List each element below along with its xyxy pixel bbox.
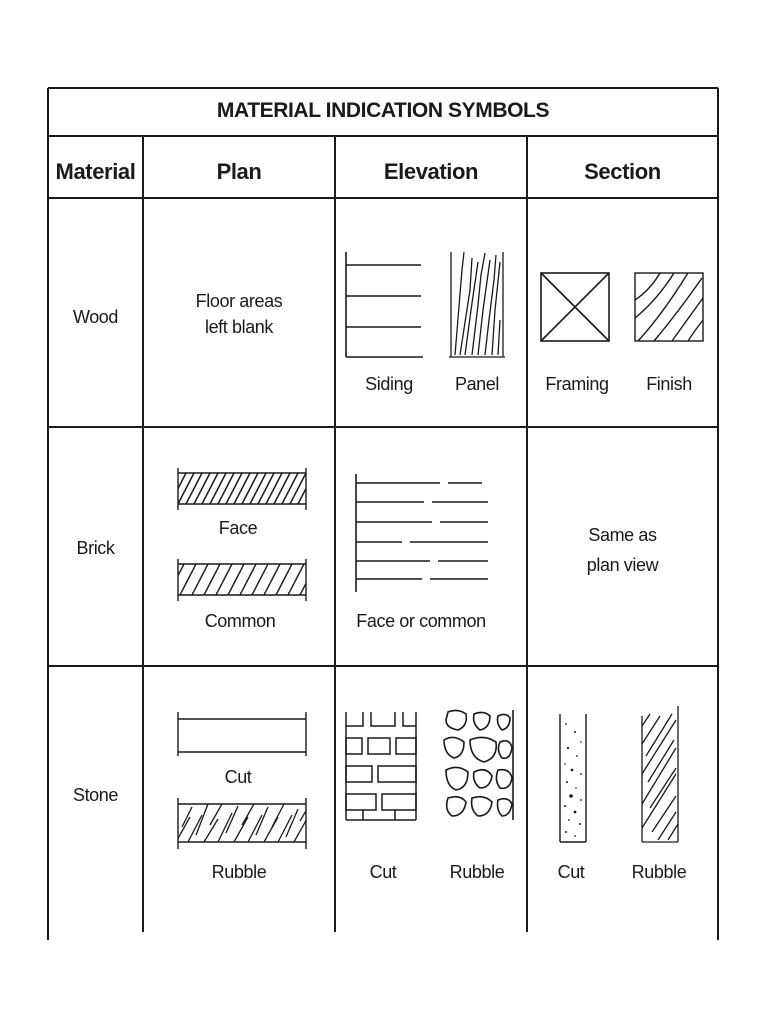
stone-elevation-rubble-label: Rubble	[449, 862, 505, 882]
brick-plan-face-label: Face	[218, 518, 258, 538]
wood-finish-symbol	[632, 270, 706, 344]
wood-plan-note-line2: left blank	[204, 317, 274, 337]
stone-section-cut-label: Cut	[557, 862, 585, 882]
header-elevation: Elevation	[383, 159, 479, 184]
wood-siding-symbol	[343, 250, 425, 360]
stone-cut-elevation-symbol	[343, 710, 419, 822]
wood-panel-symbol	[448, 250, 506, 360]
stone-cut-section-symbol	[557, 712, 591, 844]
brick-section-note-line2: plan view	[586, 555, 659, 575]
wood-elevation-siding-label: Siding	[365, 374, 413, 394]
stone-rubble-elevation-symbol	[440, 706, 516, 822]
stone-plan-rubble-label: Rubble	[211, 862, 267, 882]
wood-section-finish-label: Finish	[646, 374, 692, 394]
row-label-wood: Wood	[72, 307, 119, 327]
header-material: Material	[55, 159, 136, 184]
wood-section-framing-label: Framing	[545, 374, 609, 394]
row-label-brick: Brick	[76, 538, 115, 558]
stone-rubble-section-symbol	[638, 704, 686, 844]
stone-elevation-cut-label: Cut	[369, 862, 397, 882]
wood-elevation-panel-label: Panel	[454, 374, 500, 394]
table-title: MATERIAL INDICATION SYMBOLS	[216, 99, 550, 122]
brick-elevation-label: Face or common	[356, 611, 486, 631]
brick-face-plan-symbol	[174, 466, 310, 512]
wood-plan-note-line1: Floor areas	[195, 291, 283, 311]
header-plan: Plan	[216, 159, 262, 184]
brick-common-plan-symbol	[174, 557, 310, 603]
brick-section-note-line1: Same as	[588, 525, 657, 545]
stone-plan-cut-label: Cut	[224, 767, 252, 787]
stone-cut-plan-symbol	[174, 710, 310, 758]
stone-rubble-plan-symbol	[174, 797, 310, 851]
stone-section-rubble-label: Rubble	[631, 862, 687, 882]
wood-framing-symbol	[538, 270, 612, 344]
brick-elevation-symbol	[352, 472, 492, 594]
header-section: Section	[584, 159, 661, 184]
row-label-stone: Stone	[72, 785, 119, 805]
brick-plan-common-label: Common	[204, 611, 276, 631]
